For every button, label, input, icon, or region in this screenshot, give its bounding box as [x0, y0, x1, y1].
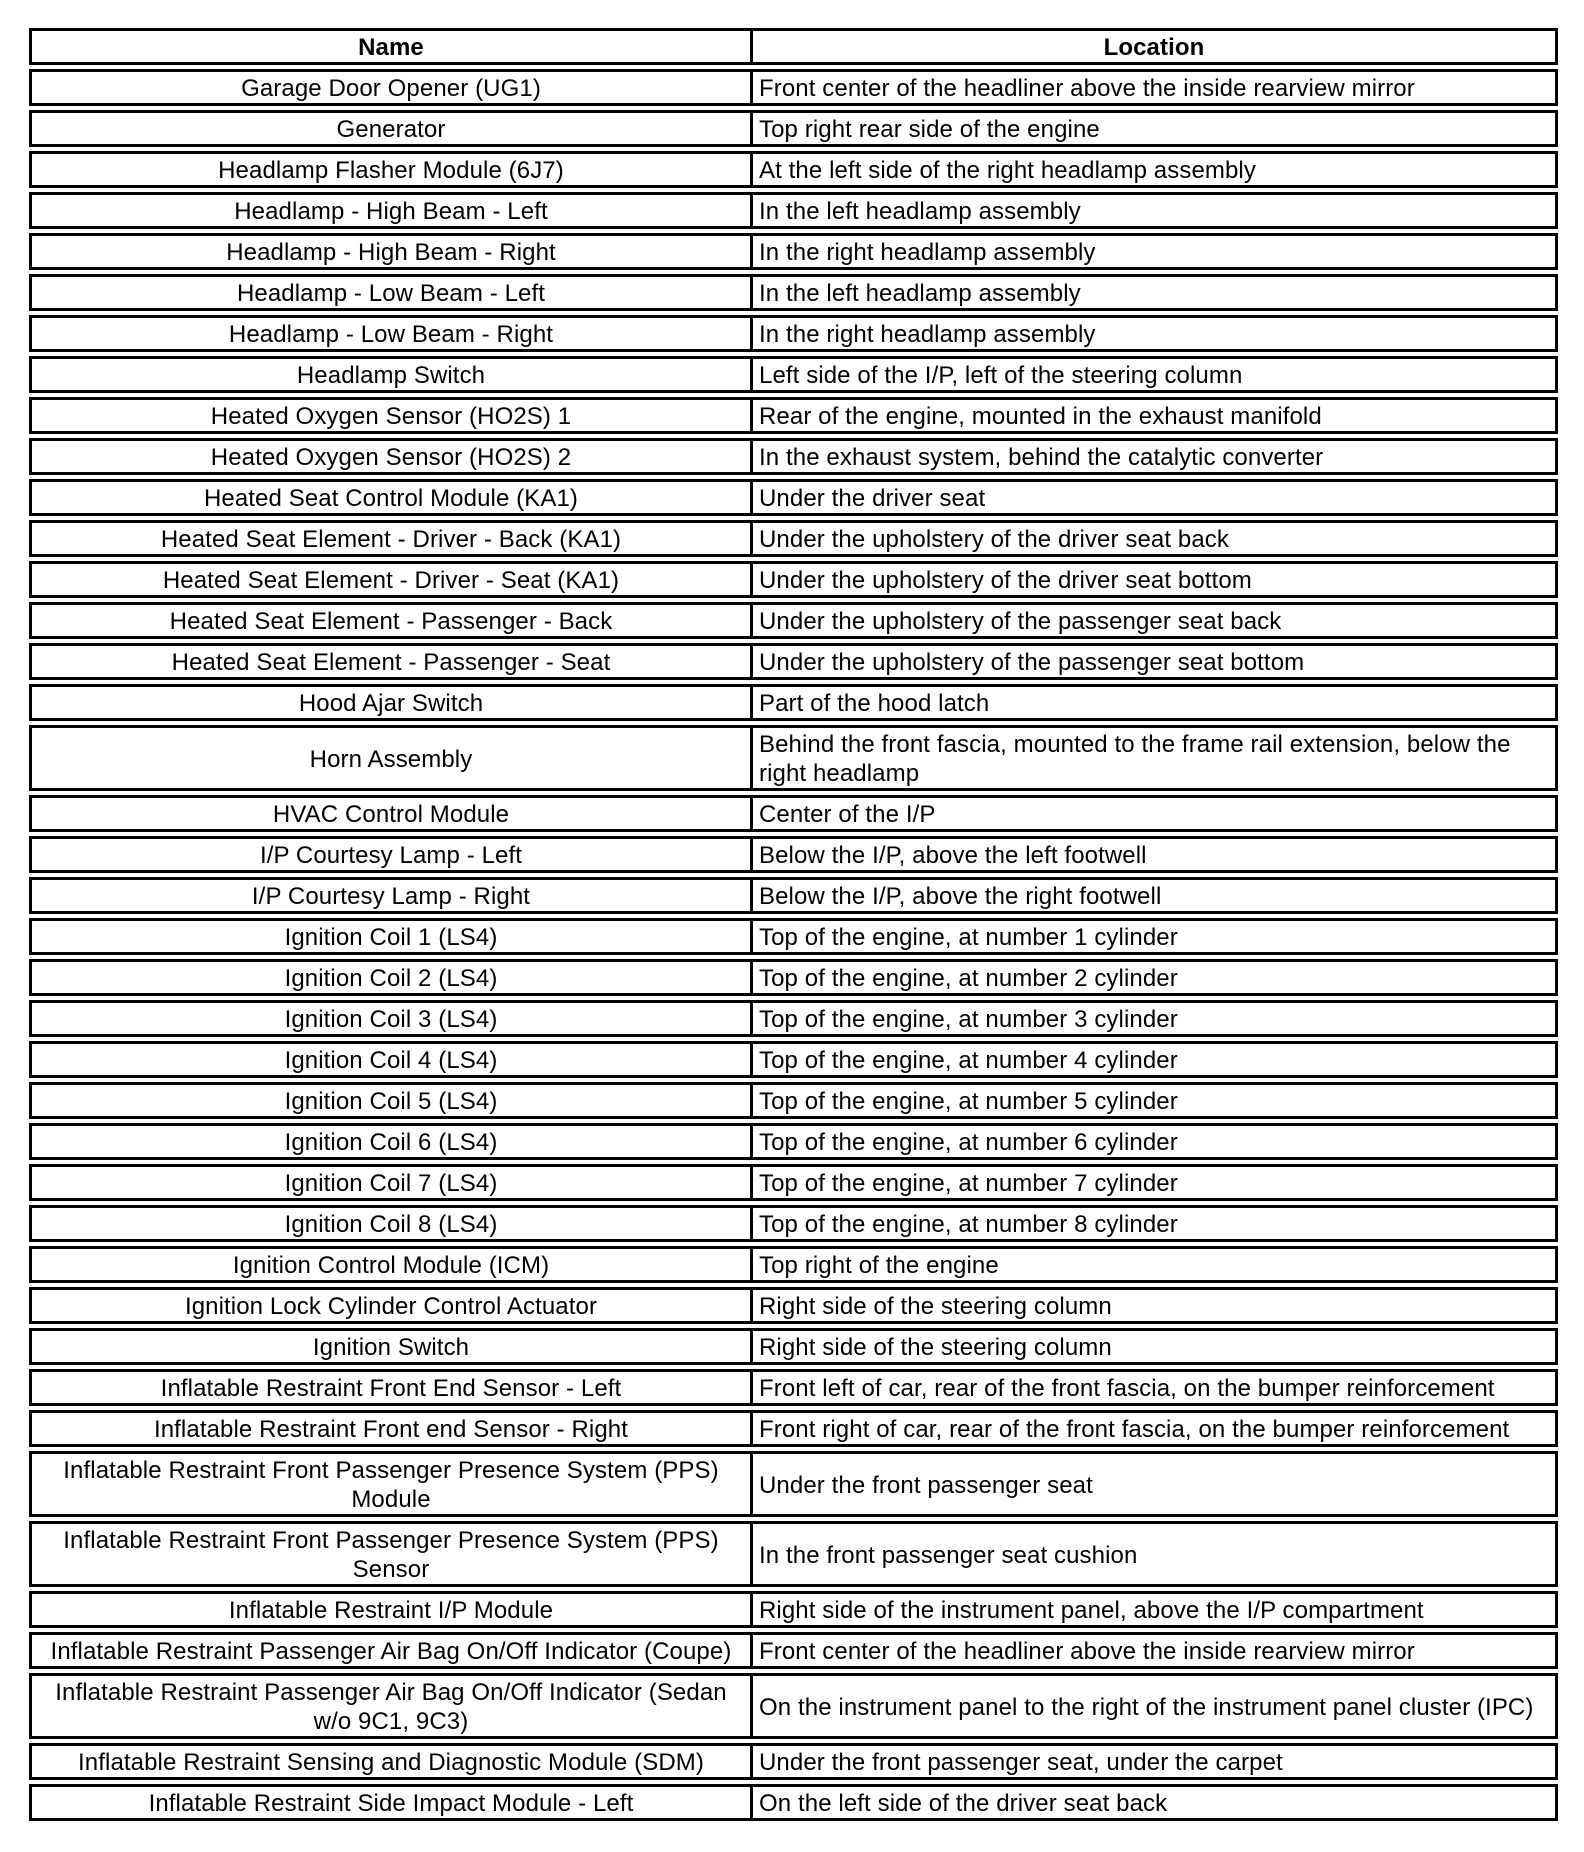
component-location-cell: At the left side of the right headlamp assembly — [753, 151, 1558, 188]
component-location-cell: Top of the engine, at number 3 cylinder — [753, 1000, 1558, 1037]
name-column-header: Name — [29, 28, 753, 65]
component-location-cell: Top of the engine, at number 4 cylinder — [753, 1041, 1558, 1078]
component-location-cell: Behind the front fascia, mounted to the frame rail extension, below the right headlamp — [753, 725, 1558, 791]
component-name-cell: Headlamp - Low Beam - Left — [29, 274, 753, 311]
table-row — [29, 397, 1558, 434]
table-row — [29, 795, 1558, 832]
component-location-cell: In the right headlamp assembly — [753, 233, 1558, 270]
component-name-cell: Ignition Coil 1 (LS4) — [29, 918, 753, 955]
component-name-cell: Inflatable Restraint Front Passenger Presence System (PPS) Module — [29, 1451, 753, 1517]
table-body — [29, 69, 1558, 1821]
component-location-cell: Under the upholstery of the driver seat bottom — [753, 561, 1558, 598]
component-name-cell: Heated Oxygen Sensor (HO2S) 1 — [29, 397, 753, 434]
component-location-cell: Right side of the steering column — [753, 1287, 1558, 1324]
table-row — [29, 561, 1558, 598]
component-location-cell: Rear of the engine, mounted in the exhaust manifold — [753, 397, 1558, 434]
table-row — [29, 1743, 1558, 1780]
component-location-cell: Front left of car, rear of the front fascia, on the bumper reinforcement — [753, 1369, 1558, 1406]
table-row — [29, 1591, 1558, 1628]
component-name-cell: Ignition Control Module (ICM) — [29, 1246, 753, 1283]
table-row — [29, 1632, 1558, 1669]
component-location-cell: Below the I/P, above the left footwell — [753, 836, 1558, 873]
component-location-cell: Right side of the instrument panel, above the I/P compartment — [753, 1591, 1558, 1628]
component-name-cell: Headlamp Flasher Module (6J7) — [29, 151, 753, 188]
component-name-cell: Inflatable Restraint Front end Sensor - Right — [29, 1410, 753, 1447]
component-name-cell: Headlamp - High Beam - Left — [29, 192, 753, 229]
component-name-cell: Inflatable Restraint Front Passenger Presence System (PPS) Sensor — [29, 1521, 753, 1587]
table-row — [29, 315, 1558, 352]
component-location-cell: Top of the engine, at number 1 cylinder — [753, 918, 1558, 955]
table-row — [29, 1369, 1558, 1406]
component-name-cell: Garage Door Opener (UG1) — [29, 69, 753, 106]
component-name-cell: Ignition Lock Cylinder Control Actuator — [29, 1287, 753, 1324]
component-name-cell: Horn Assembly — [29, 725, 753, 791]
table-row — [29, 1784, 1558, 1821]
component-location-cell: Right side of the steering column — [753, 1328, 1558, 1365]
component-location-cell: In the exhaust system, behind the catalytic converter — [753, 438, 1558, 475]
table-row — [29, 602, 1558, 639]
component-location-cell: In the left headlamp assembly — [753, 274, 1558, 311]
table-row — [29, 836, 1558, 873]
component-location-cell: Top right rear side of the engine — [753, 110, 1558, 147]
table-row — [29, 1410, 1558, 1447]
component-location-cell: Part of the hood latch — [753, 684, 1558, 721]
component-name-cell: Ignition Coil 8 (LS4) — [29, 1205, 753, 1242]
component-location-cell: Center of the I/P — [753, 795, 1558, 832]
table-row — [29, 1205, 1558, 1242]
component-name-cell: Inflatable Restraint Sensing and Diagnostic Module (SDM) — [29, 1743, 753, 1780]
component-name-cell: Ignition Coil 6 (LS4) — [29, 1123, 753, 1160]
component-name-cell: Ignition Coil 3 (LS4) — [29, 1000, 753, 1037]
component-location-cell: On the left side of the driver seat back — [753, 1784, 1558, 1821]
component-location-cell: In the left headlamp assembly — [753, 192, 1558, 229]
component-name-cell: Ignition Coil 4 (LS4) — [29, 1041, 753, 1078]
component-location-cell: Under the upholstery of the passenger seat bottom — [753, 643, 1558, 680]
header-row — [29, 28, 1558, 65]
component-name-cell: Inflatable Restraint Passenger Air Bag On/Off Indicator (Coupe) — [29, 1632, 753, 1669]
component-name-cell: Headlamp - Low Beam - Right — [29, 315, 753, 352]
table-row — [29, 151, 1558, 188]
component-name-cell: Heated Seat Element - Passenger - Seat — [29, 643, 753, 680]
component-name-cell: Ignition Coil 5 (LS4) — [29, 1082, 753, 1119]
component-name-cell: Hood Ajar Switch — [29, 684, 753, 721]
table-row — [29, 725, 1558, 791]
table-row — [29, 959, 1558, 996]
table-row — [29, 1041, 1558, 1078]
table-row — [29, 192, 1558, 229]
location-column-header: Location — [753, 28, 1558, 65]
component-location-cell: On the instrument panel to the right of the instrument panel cluster (IPC) — [753, 1673, 1558, 1739]
table-row — [29, 479, 1558, 516]
table-row — [29, 684, 1558, 721]
table-row — [29, 356, 1558, 393]
table-row — [29, 877, 1558, 914]
component-location-cell: In the front passenger seat cushion — [753, 1521, 1558, 1587]
component-name-cell: Headlamp - High Beam - Right — [29, 233, 753, 270]
table-row — [29, 1451, 1558, 1517]
component-name-cell: Heated Seat Control Module (KA1) — [29, 479, 753, 516]
component-name-cell: Heated Seat Element - Driver - Back (KA1) — [29, 520, 753, 557]
table-row — [29, 1082, 1558, 1119]
table-row — [29, 438, 1558, 475]
table-row — [29, 1123, 1558, 1160]
table-row — [29, 69, 1558, 106]
component-location-cell: Left side of the I/P, left of the steering column — [753, 356, 1558, 393]
component-name-cell: Inflatable Restraint I/P Module — [29, 1591, 753, 1628]
component-location-cell: Under the driver seat — [753, 479, 1558, 516]
table-row — [29, 1673, 1558, 1739]
component-location-cell: Top right of the engine — [753, 1246, 1558, 1283]
component-name-cell: Headlamp Switch — [29, 356, 753, 393]
component-location-cell: Front right of car, rear of the front fascia, on the bumper reinforcement — [753, 1410, 1558, 1447]
table-row — [29, 274, 1558, 311]
table-row — [29, 110, 1558, 147]
table-row — [29, 1246, 1558, 1283]
table-row — [29, 233, 1558, 270]
component-name-cell: Ignition Coil 2 (LS4) — [29, 959, 753, 996]
component-location-cell: Front center of the headliner above the inside rearview mirror — [753, 69, 1558, 106]
table-row — [29, 1000, 1558, 1037]
component-name-cell: Heated Seat Element - Passenger - Back — [29, 602, 753, 639]
table-row — [29, 1164, 1558, 1201]
component-location-cell: Below the I/P, above the right footwell — [753, 877, 1558, 914]
component-name-cell: Ignition Coil 7 (LS4) — [29, 1164, 753, 1201]
component-location-cell: Front center of the headliner above the inside rearview mirror — [753, 1632, 1558, 1669]
component-name-cell: Heated Oxygen Sensor (HO2S) 2 — [29, 438, 753, 475]
component-name-cell: HVAC Control Module — [29, 795, 753, 832]
component-location-cell: Top of the engine, at number 7 cylinder — [753, 1164, 1558, 1201]
component-location-table — [29, 24, 1558, 1825]
table-row — [29, 643, 1558, 680]
component-location-cell: Under the upholstery of the driver seat back — [753, 520, 1558, 557]
component-name-cell: I/P Courtesy Lamp - Right — [29, 877, 753, 914]
component-name-cell: Ignition Switch — [29, 1328, 753, 1365]
component-location-cell: Top of the engine, at number 2 cylinder — [753, 959, 1558, 996]
table-row — [29, 1328, 1558, 1365]
component-name-cell: Heated Seat Element - Driver - Seat (KA1) — [29, 561, 753, 598]
component-location-cell: Top of the engine, at number 8 cylinder — [753, 1205, 1558, 1242]
component-location-cell: Top of the engine, at number 6 cylinder — [753, 1123, 1558, 1160]
table-row — [29, 1287, 1558, 1324]
table-row — [29, 520, 1558, 557]
component-name-cell: Inflatable Restraint Front End Sensor - Left — [29, 1369, 753, 1406]
component-location-cell: Under the front passenger seat — [753, 1451, 1558, 1517]
component-name-cell: I/P Courtesy Lamp - Left — [29, 836, 753, 873]
component-name-cell: Inflatable Restraint Passenger Air Bag On/Off Indicator (Sedan w/o 9C1, 9C3) — [29, 1673, 753, 1739]
table-row — [29, 1521, 1558, 1587]
component-name-cell: Generator — [29, 110, 753, 147]
component-location-cell: Under the front passenger seat, under the carpet — [753, 1743, 1558, 1780]
component-location-cell: Under the upholstery of the passenger seat back — [753, 602, 1558, 639]
component-name-cell: Inflatable Restraint Side Impact Module - Left — [29, 1784, 753, 1821]
table-row — [29, 918, 1558, 955]
component-location-cell: In the right headlamp assembly — [753, 315, 1558, 352]
component-location-cell: Top of the engine, at number 5 cylinder — [753, 1082, 1558, 1119]
